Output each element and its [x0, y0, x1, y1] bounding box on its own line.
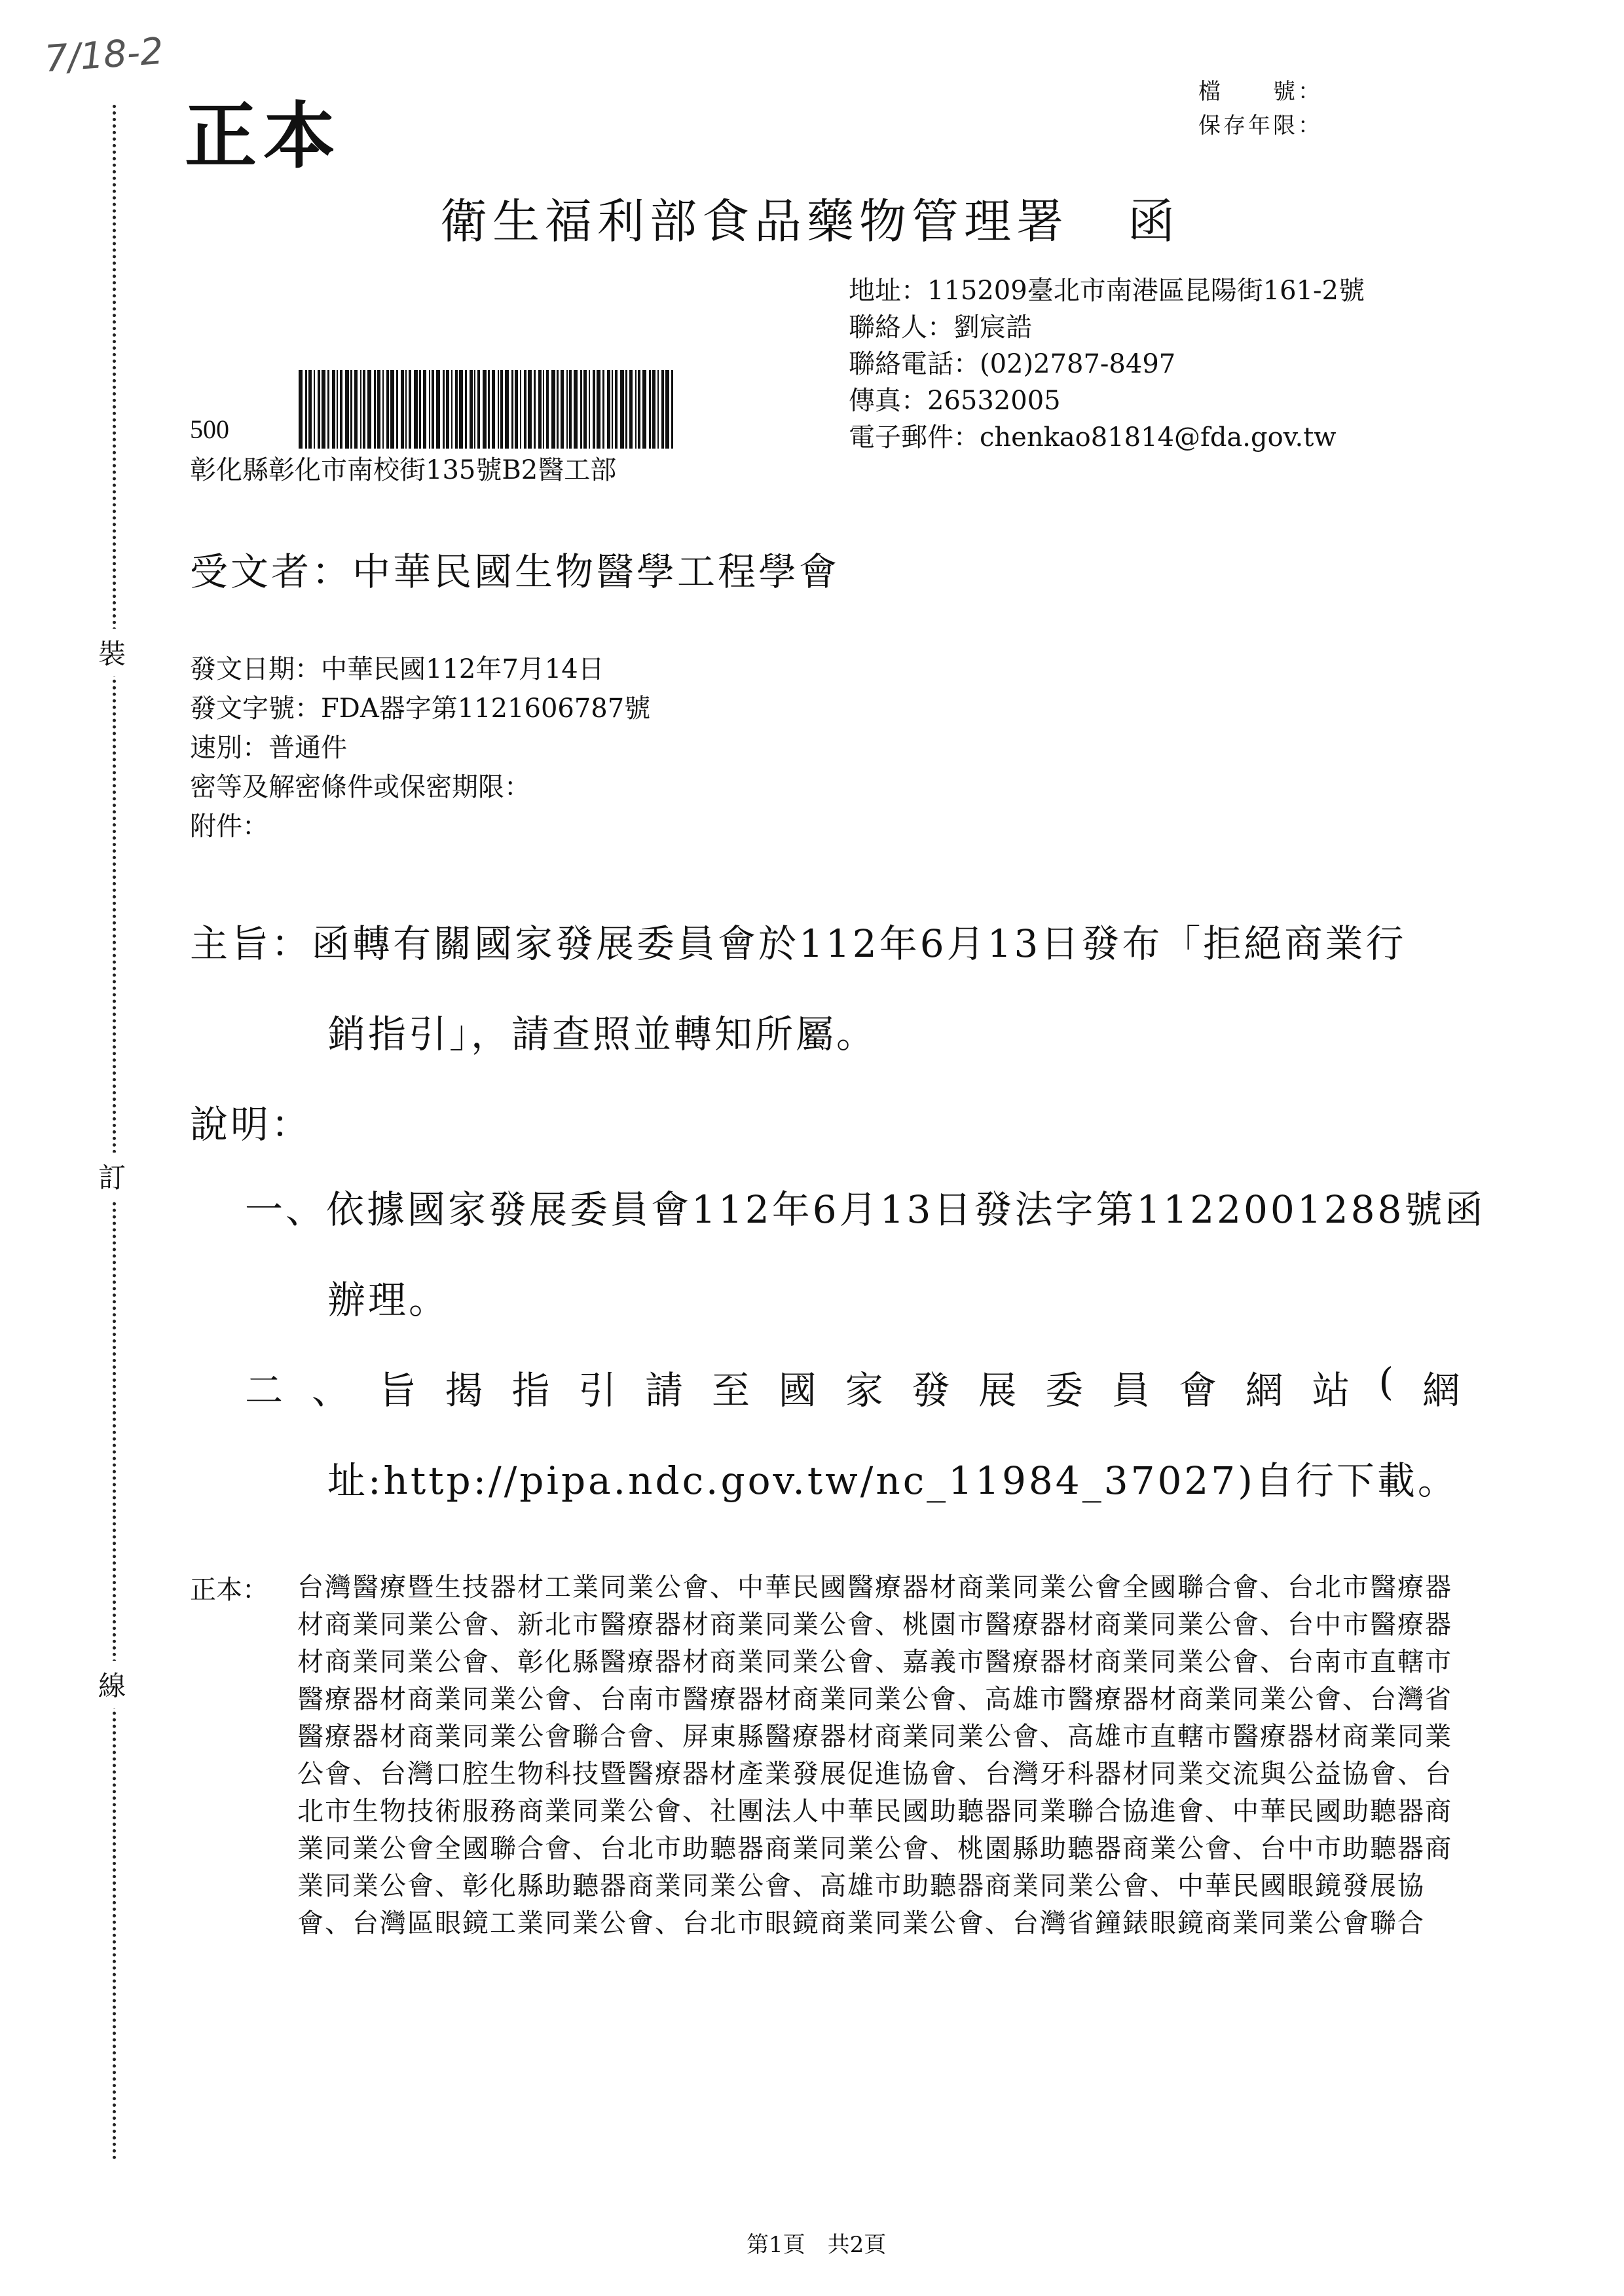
barcode-bar [419, 370, 421, 449]
barcode-bar [455, 370, 458, 449]
barcode-bar [515, 370, 518, 449]
contact-email: 電子郵件：chenkao81814@fda.gov.tw [849, 422, 1337, 453]
barcode-bar [551, 370, 555, 449]
barcode-bar [414, 370, 418, 449]
barcode-bar [520, 370, 521, 449]
item2-char: 引 [578, 1368, 619, 1413]
item2-char: 網 [1245, 1368, 1286, 1413]
barcode-bar [629, 370, 633, 449]
org-name: 衛生福利部食品藥物管理署 [440, 194, 1069, 249]
barcode-bar [340, 370, 342, 449]
barcode-bar [612, 370, 613, 449]
page-footer: 第1頁 共2頁 [747, 2232, 887, 2258]
item2-char: 二 [245, 1368, 286, 1413]
delivery-speed: 速別：普通件 [190, 733, 347, 763]
explanation-label: 說明： [190, 1102, 312, 1147]
barcode-bar [396, 370, 398, 449]
barcode-bar [557, 370, 559, 449]
barcode-bar [390, 370, 394, 449]
barcode-bar [649, 370, 651, 449]
contact-phone: 聯絡電話：(02)2787-8497 [849, 349, 1176, 379]
barcode-bar [374, 370, 376, 449]
item2-char: ( [1378, 1360, 1396, 1404]
barcode-bar [401, 370, 404, 449]
barcode-bar [360, 370, 361, 449]
contact-person: 聯絡人：劉宸誥 [849, 312, 1032, 343]
barcode-bar [382, 370, 384, 449]
cc-label: 正本： [190, 1575, 268, 1605]
item2-char: 會 [1178, 1368, 1219, 1413]
barcode-bar [625, 370, 627, 449]
explanation-item-2 [245, 1360, 1463, 1415]
item2-char: 發 [912, 1368, 953, 1413]
barcode-bar [569, 370, 572, 449]
barcode-bar [574, 370, 578, 449]
barcode-bar [345, 370, 349, 449]
barcode-bar [671, 370, 673, 449]
barcode-bar [511, 370, 513, 449]
explanation-item-1: 一、依據國家發展委員會112年6月13日發法字第1122001288號函 [245, 1187, 1486, 1232]
secrecy-level: 密等及解密條件或保密期限： [190, 772, 530, 802]
mailing-zip: 500 [190, 415, 229, 444]
barcode-bar [615, 370, 618, 449]
barcode-bar [477, 370, 480, 449]
barcode-bar [543, 370, 544, 449]
barcode-bar [305, 370, 307, 449]
recipient: 受文者：中華民國生物醫學工程學會 [190, 549, 840, 594]
barcode-bar [409, 370, 411, 449]
barcode-bar [505, 370, 509, 449]
barcode-bar [657, 370, 659, 449]
barcode-bar [451, 370, 452, 449]
barcode-bar [546, 370, 549, 449]
barcode-bar [665, 370, 669, 449]
barcode-bar [500, 370, 503, 449]
doc-kind: 函 [1128, 194, 1181, 249]
barcode-bar [322, 370, 325, 449]
file-number-label: 檔 號： [1198, 79, 1323, 105]
barcode-bar [318, 370, 320, 449]
binding-mark-xian: 線 [98, 1661, 126, 1708]
barcode-bar [561, 370, 564, 449]
barcode-bar [405, 370, 407, 449]
barcode-bar [386, 370, 389, 449]
barcode-bar [566, 370, 568, 449]
item2-char: 站 [1312, 1368, 1353, 1413]
barcode-bar [363, 370, 365, 449]
barcode-bar [635, 370, 637, 449]
org-header [440, 183, 1180, 251]
explanation-item-1-cont: 辦理。 [327, 1278, 450, 1322]
item2-char: 家 [845, 1368, 886, 1413]
item2-char: 至 [711, 1368, 752, 1413]
barcode-bar [589, 370, 590, 449]
barcode-bar [524, 370, 526, 449]
copy-type-stamp: 正本 [185, 94, 342, 178]
barcode-bar [538, 370, 542, 449]
attachment: 附件： [190, 811, 268, 842]
item2-char: 指 [511, 1368, 553, 1413]
barcode-bar [423, 370, 426, 449]
item2-char: 旨 [378, 1368, 419, 1413]
binding-line [113, 105, 116, 2161]
barcode-bar [638, 370, 640, 449]
barcode-bar [607, 370, 610, 449]
barcode-bar [492, 370, 495, 449]
barcode-bar [474, 370, 475, 449]
retention-label: 保存年限： [1198, 113, 1323, 139]
barcode-bar [377, 370, 380, 449]
barcode-bar [583, 370, 587, 449]
cc-recipients: 台灣醫療暨生技器材工業同業公會、中華民國醫療器材商業同業公會全國聯合會、台北市醫療器材商業同業公會、新北市醫療器材商業同業公會、桃園市醫療器材商業同業公會、台中市醫療器材商業同業公會、彰化縣醫療器材商業同業公會、嘉義市醫療器材商業同業公會、台南市直轄市醫療器材商業同業公會、台南市醫療器材商業同業公會、高雄市醫療器材商業同業公會、台灣省醫療器材商業同業公會聯合會、屏東縣醫療器材商業同業公會、高雄市直轄市醫療器材商業同業公會、台灣口腔生物科技暨醫療器材產業發展促進協會、台灣牙科器材同業交流與公益協會、台北市生物技術服務商業同業公會、社團法人中華民國助聽器同業聯合協進會、中華民國助聽器商業同業公會全國聯合會、台北市助聽器商業同業公會、桃園縣助聽器商業公會、台中市助聽器商業同業公會、彰化縣助聽器商業同業公會、高雄市助聽器商業同業公會、中華民國眼鏡發展協會、台灣區眼鏡工業同業公會、台北市眼鏡商業同業公會、台灣省鐘錶眼鏡商業同業公會聯合 [297, 1572, 1452, 1938]
barcode-bar [470, 370, 473, 449]
item2-char: 展 [978, 1368, 1020, 1413]
contact-address: 地址：115209臺北市南港區昆陽街161-2號 [849, 276, 1365, 306]
subject-line-1: 主旨：函轉有關國家發展委員會於112年6月13日發布「拒絕商業行 [190, 921, 1407, 966]
barcode-bar [483, 370, 487, 449]
barcode-bar [593, 370, 595, 449]
barcode-bar [534, 370, 536, 449]
barcode-bar [429, 370, 430, 449]
barcode-bar [597, 370, 600, 449]
item2-char: 員 [1111, 1368, 1153, 1413]
barcode-bar [350, 370, 352, 449]
explanation-item-2-cont: 址:http://pipa.ndc.gov.tw/nc_11984_37027)自行下載。 [327, 1458, 1458, 1503]
barcode-bar [602, 370, 604, 449]
barcode-bar [337, 370, 338, 449]
barcode-bar [308, 370, 312, 449]
binding-mark-ding: 訂 [98, 1153, 126, 1200]
barcode-bar [314, 370, 315, 449]
item2-char: 委 [1045, 1368, 1086, 1413]
subject-line-2: 銷指引」，請查照並轉知所屬。 [327, 1012, 877, 1056]
barcode-bar [488, 370, 490, 449]
barcode-bar [661, 370, 664, 449]
barcode-bar [443, 370, 445, 449]
barcode-bar [652, 370, 655, 449]
item2-char: 網 [1422, 1368, 1463, 1413]
barcode-bar [367, 370, 371, 449]
barcode-bar [642, 370, 646, 449]
item2-char: 、 [311, 1368, 352, 1413]
barcode-bar [354, 370, 358, 449]
barcode-bar [332, 370, 335, 449]
issue-date: 發文日期：中華民國112年7月14日 [190, 654, 604, 684]
contact-fax: 傳真：26532005 [849, 386, 1061, 416]
barcode-bar [620, 370, 624, 449]
document-number: 發文字號：FDA器字第1121606787號 [190, 694, 651, 724]
handwritten-note: 7/18-2 [43, 29, 165, 81]
mailing-address: 彰化縣彰化市南校街135號B2醫工部 [190, 455, 617, 485]
item2-char: 揭 [445, 1368, 486, 1413]
binding-mark-zhuang: 裝 [98, 629, 126, 676]
barcode-bar [459, 370, 463, 449]
barcode-bar [327, 370, 329, 449]
barcode-bar [465, 370, 467, 449]
barcode-bar [436, 370, 440, 449]
postal-barcode [299, 370, 676, 449]
barcode-bar [528, 370, 532, 449]
item2-char: 請 [645, 1368, 686, 1413]
barcode-bar [299, 370, 303, 449]
barcode-bar [498, 370, 499, 449]
barcode-bar [446, 370, 449, 449]
barcode-bar [580, 370, 582, 449]
barcode-bar [432, 370, 434, 449]
item2-char: 國 [778, 1368, 819, 1413]
